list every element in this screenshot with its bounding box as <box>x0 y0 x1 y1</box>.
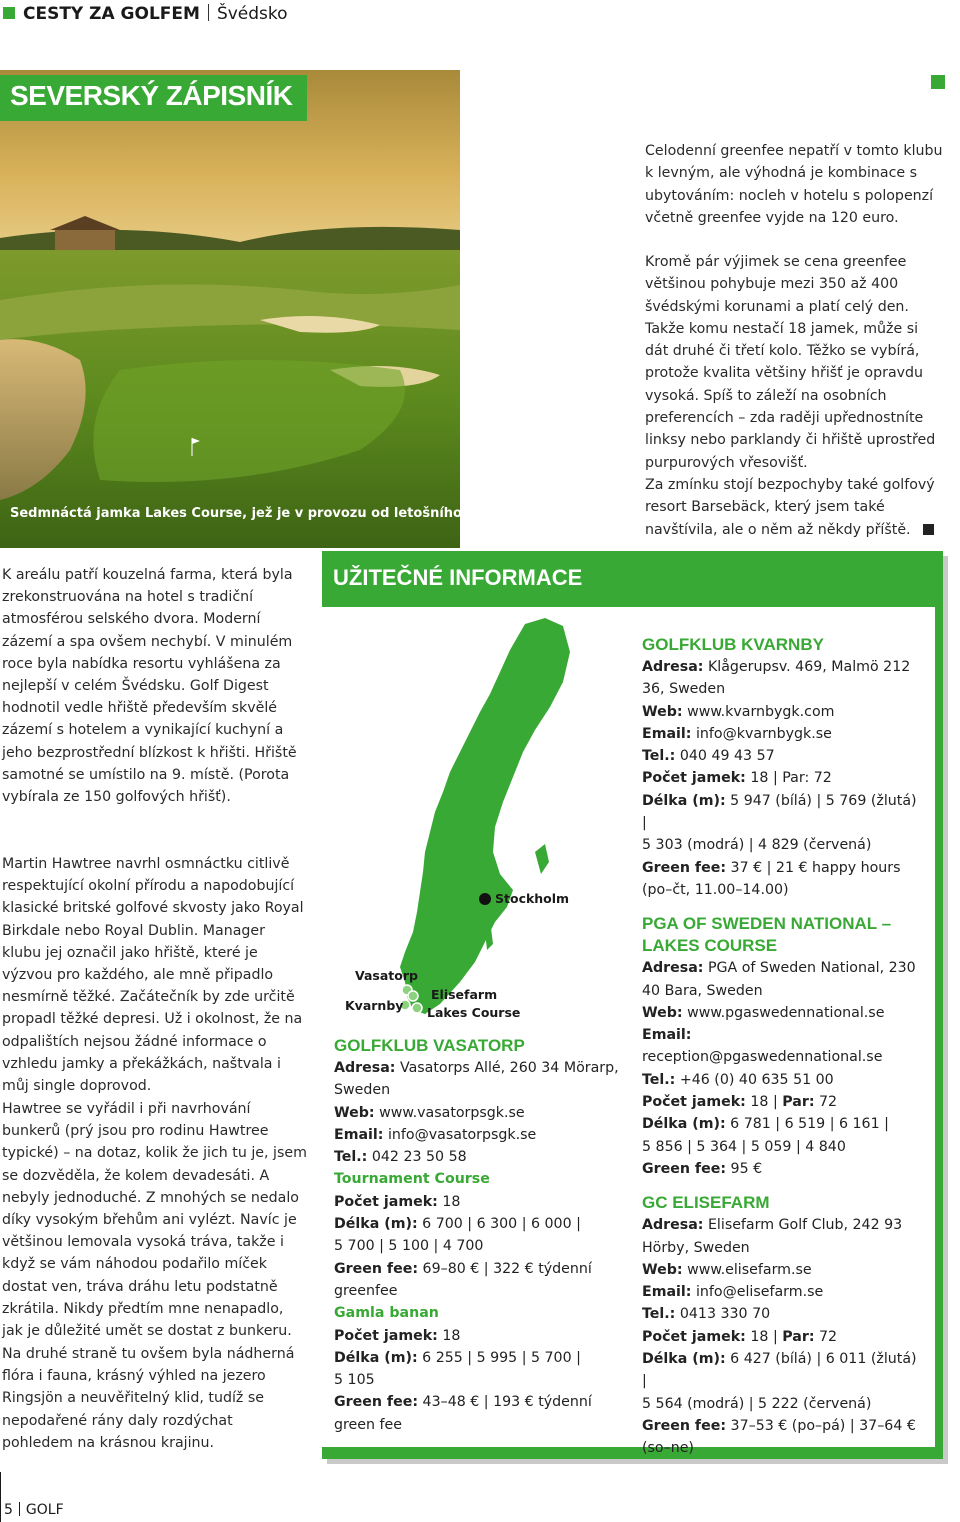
map-label-kvarnby: Kvarnby <box>345 998 404 1013</box>
intro-paragraph-3: Za zmínku stojí bezpochyby také golfový resort Barsebäck, který jsem také navštívila, ale o něm až někdy příště. <box>645 477 935 538</box>
map-label-stockholm: Stockholm <box>495 891 570 906</box>
club-name: GOLFKLUB VASATORP <box>334 1036 525 1055</box>
page-number: 5 <box>4 1502 13 1518</box>
lakes-course-marker <box>412 1003 422 1013</box>
sweden-outline <box>400 618 570 1014</box>
club-web-link[interactable]: www.pgaswedennational.se <box>687 1004 885 1021</box>
club-web-link[interactable]: www.kvarnbygk.com <box>687 703 835 720</box>
club-web-link[interactable]: www.vasatorpsgk.se <box>379 1104 525 1121</box>
page-footer <box>0 1502 64 1518</box>
club-email-link[interactable]: info@kvarnbygk.se <box>695 725 832 742</box>
body-paragraph-4: Na druhé straně tu ovšem byla nádherná flóra i fauna, krásný výhled na jezero Ringsjön a neuvěřitelný klid, tudíž se nepodařené rány daly rozdýchat pohledem na krásnou krajinu. <box>2 1346 295 1451</box>
photo-caption: Sedmnáctá jamka Lakes Course, jež je v provozu od letošního roku. <box>10 506 505 521</box>
club-email-link[interactable]: reception@pgaswedennational.se <box>642 1049 883 1066</box>
gotland-island <box>535 844 549 874</box>
map-label-vasatorp: Vasatorp <box>355 968 418 983</box>
hero-photo <box>0 70 460 548</box>
info-box-title: UŽITEČNÉ INFORMACE <box>333 565 583 590</box>
header-country: Švédsko <box>216 4 288 24</box>
header-section: CESTY ZA GOLFEM <box>23 4 200 24</box>
body-paragraph-2: Martin Hawtree navrhl osmnáctku citlivě respektující okolní přírodu a napodobující klasické britské golfové skvosty jako Royal Birkdale nebo Royal Dublin. Manager klubu jej označil jako hřiště, které je výzvou pro každého, ale mně připadlo nesmírně těžké. Začátečník by zde určitě propadl těžké depresi. Už i okolnost, že na odpalištích nejsou žádné informace o vzhledu jamky a překážkách, naštvala i můj single doprovod. <box>2 856 304 1095</box>
clubs-right-column <box>642 634 924 1472</box>
article-title: SEVERSKÝ ZÁPISNÍK <box>10 80 293 111</box>
footer-divider <box>19 1502 20 1516</box>
club-name: PGA OF SWEDEN NATIONAL – LAKES COURSE <box>642 914 892 956</box>
running-header <box>23 3 288 25</box>
club-web-link[interactable]: www.elisefarm.se <box>687 1261 812 1278</box>
body-paragraph-1: K areálu patří kouzelná farma, která byla zrekonstruována na hotel s tradiční atmosférou selského dvora. Moderní zázemí a spa ovšem nechybí. V minulém roce byla nabídka resortu vyhlášena za nejlepší v celém Švédsku. Golf Digest hodnotil vedle hřiště především skvělé zázemí s hotelem a vynikající kuchyní a jeho bezprostřední blízkost k hřišti. Hřiště samotné se umístilo na 9. místě. (Porota vybírala ze 150 golfových hřišť). <box>2 567 297 806</box>
intro-paragraph-1: Celodenní greenfee nepatří v tomto klubu k levným, ale výhodná je kombinace s ubytováním: nocleh v hotelu s polopenzí včetně greenfee vyjde na 120 euro. <box>645 143 943 226</box>
manor-house <box>55 228 115 250</box>
intro-paragraph-2: Kromě pár výjimek se cena greenfee většinou pohybuje mezi 350 až 400 švédskými korunami a platí celý den. Takže komu nestačí 18 jamek, může si dát druhé či třetí kolo. Těžko se vybírá, protože kvalita většiny hřišť je opravdu vysoká. Spíš to záleží na osobních preferencích – zda raději upřednostníte linksy nebo parklandy či hřiště uprostřed purpurových vřesovišť. <box>645 254 936 471</box>
course-name: Gamla banan <box>334 1305 439 1322</box>
oland-island <box>485 928 493 950</box>
stockholm-marker <box>479 893 491 905</box>
elisefarm-marker <box>408 991 418 1001</box>
corner-marker-square <box>931 75 945 89</box>
map-label-elisefarm: Elisefarm <box>431 987 498 1002</box>
golf-course-image <box>0 70 460 548</box>
club-elisefarm: GC ELISEFARM Adresa: Elisefarm Golf Club, 242 93 Hörby, Sweden Web: www.elisefarm.se Email: info@elisefarm.se Tel.: 0413 330 70 Počet jamek: 18 | Par: 72 Délka (m): 6 427 (bílá) | 6 011 (žlutá) | 5 564 (modrá) | 5 222 (červená) Green fee: 37–53 € (po–pá) | 37–64 € (so–ne) <box>642 1192 924 1459</box>
header-divider <box>208 4 209 21</box>
club-name: GC ELISEFARM <box>642 1193 770 1213</box>
map-label-lakes-course: Lakes Course <box>427 1005 521 1020</box>
end-of-article-square <box>923 524 934 535</box>
club-kvarnby: GOLFKLUB KVARNBY Adresa: Klågerupsv. 469, Malmö 212 36, Sweden Web: www.kvarnbygk.com Email: info@kvarnbygk.se Tel.: 040 49 43 57 Počet jamek: 18 | Par: 72 Délka (m): 5 947 (bílá) | 5 769 (žlutá) | 5 303 (modrá) | 4 829 (červená) Green fee: 37 € | 21 € happy hours (po–čt, 11.00–14.00) <box>642 634 924 901</box>
club-name: GOLFKLUB KVARNBY <box>642 635 824 654</box>
section-marker-square <box>3 7 15 19</box>
club-email-link[interactable]: info@vasatorpsgk.se <box>387 1126 537 1143</box>
body-paragraph-3: Hawtree se vyřádil i při navrhování bunkerů (prý jsou pro rodinu Hawtree typické) – na dotaz, kolik že jich tu je, jsem se dozvěděla, že kolem devadesáti. A nebyly jednoduché. Z mnohých se nedalo díky vysokým břehům ani vylézt. Navíc je většinou lemovala vysoká tráva, takže i když se vám náhodou podařilo míček dostat ven, tráva dráhu letu podstatně zkrátila. Nikdy předtím mne nenapadlo, jak je důležité umět se dostat z bunkeru. <box>2 1101 307 1340</box>
magazine-name: GOLF <box>25 1502 64 1518</box>
club-vasatorp: GOLFKLUB VASATORP Adresa: Vasatorps Allé, 260 34 Mörarp, Sweden Web: www.vasatorpsgk.se Email: info@vasatorpsgk.se Tel.: 042 23 50 58 Tournament Course Počet jamek: 18 Délka (m): 6 700 | 6 300 | 6 000 | 5 700 | 5 100 | 4 700 Green fee: 69–80 € | 322 € týdenní greenfee Gamla banan Počet jamek: 18 Délka (m): 6 255 | 5 995 | 5 700 | 5 105 Green fee: 43–48 € | 193 € týdenní green fee <box>334 1035 634 1436</box>
club-pga-sweden-national: PGA OF SWEDEN NATIONAL – LAKES COURSE Adresa: PGA of Sweden National, 230 40 Bara, Sweden Web: www.pgaswedennational.se Email: reception@pgaswedennational.se Tel.: +46 (0) 40 635 51 00 Počet jamek: 18 | Par: 72 Délka (m): 6 781 | 6 519 | 6 161 | 5 856 | 5 364 | 5 059 | 4 840 Green fee: 95 € <box>642 913 924 1180</box>
club-email-link[interactable]: info@elisefarm.se <box>695 1284 824 1301</box>
course-name: Tournament Course <box>334 1171 490 1188</box>
sweden-map <box>335 612 625 1032</box>
